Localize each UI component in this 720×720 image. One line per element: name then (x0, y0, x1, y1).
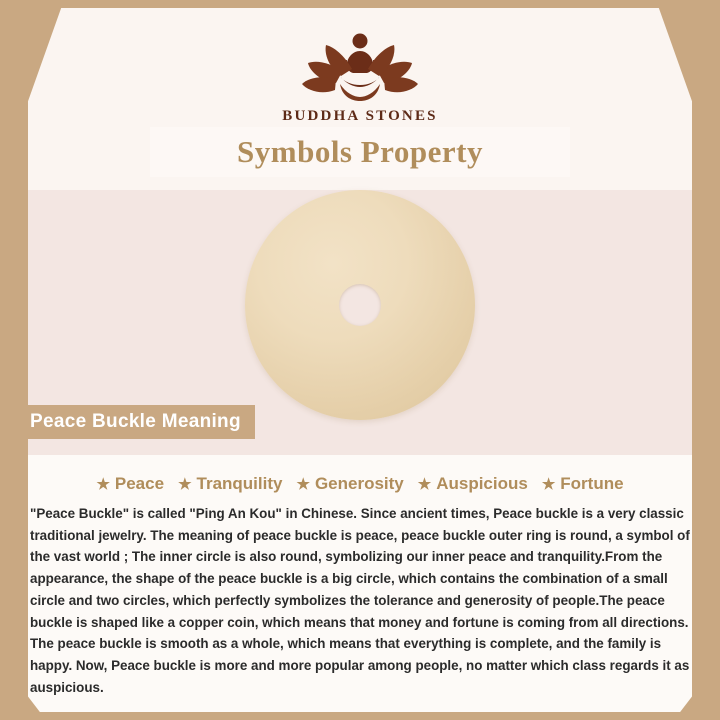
keyword-list (28, 474, 692, 494)
description-paragraph: "Peace Buckle" is called "Ping An Kou" in Chinese. Since ancient times, Peace buckle is a very classic traditional jewelry. The meaning of peace buckle is peace, peace buckle outer ring is round, a symbol of the vast world ; The inner circle is also round, symbolizing our inner peace and tranquility.From the appearance, the shape of the peace buckle is a big circle, which contains the combination of a small circle and two circles, which perfectly symbolizes the tolerance and generosity of people.The peace buckle is shaped like a copper coin, which means that money and fortune is coming from all directions. The peace buckle is smooth as a whole, which means that everything is complete, and the family is happy. Now, Peace buckle is more and more popular among people, no matter which class regards it as auspicious. (30, 506, 690, 695)
lotus-meditation-icon (280, 24, 440, 102)
keyword-label: Fortune (560, 474, 624, 493)
star-icon: ★ (296, 476, 310, 493)
star-icon: ★ (178, 476, 192, 493)
disc-center-hole (339, 284, 381, 326)
keyword-item (296, 474, 403, 494)
star-icon: ★ (541, 476, 556, 493)
star-icon: ★ (417, 476, 432, 493)
keyword-item (178, 474, 282, 494)
title-banner (150, 127, 570, 177)
star-icon: ★ (96, 476, 110, 493)
keyword-label: Generosity (314, 474, 404, 493)
keyword-label: Peace (114, 474, 165, 493)
keyword-item (96, 474, 164, 494)
keyword-item (542, 474, 624, 494)
keyword-item (418, 474, 528, 494)
peace-buckle-disc (245, 190, 475, 420)
keyword-label: Auspicious (436, 474, 528, 493)
product-image-wrap (0, 190, 720, 420)
keyword-label: Tranquility (196, 474, 283, 493)
section-banner (18, 405, 255, 439)
page-title: Symbols Property (237, 134, 483, 169)
brand-logo-block (0, 24, 720, 125)
section-banner-label: Peace Buckle Meaning (30, 411, 241, 432)
brand-name: BUDDHA STONES (282, 108, 438, 124)
